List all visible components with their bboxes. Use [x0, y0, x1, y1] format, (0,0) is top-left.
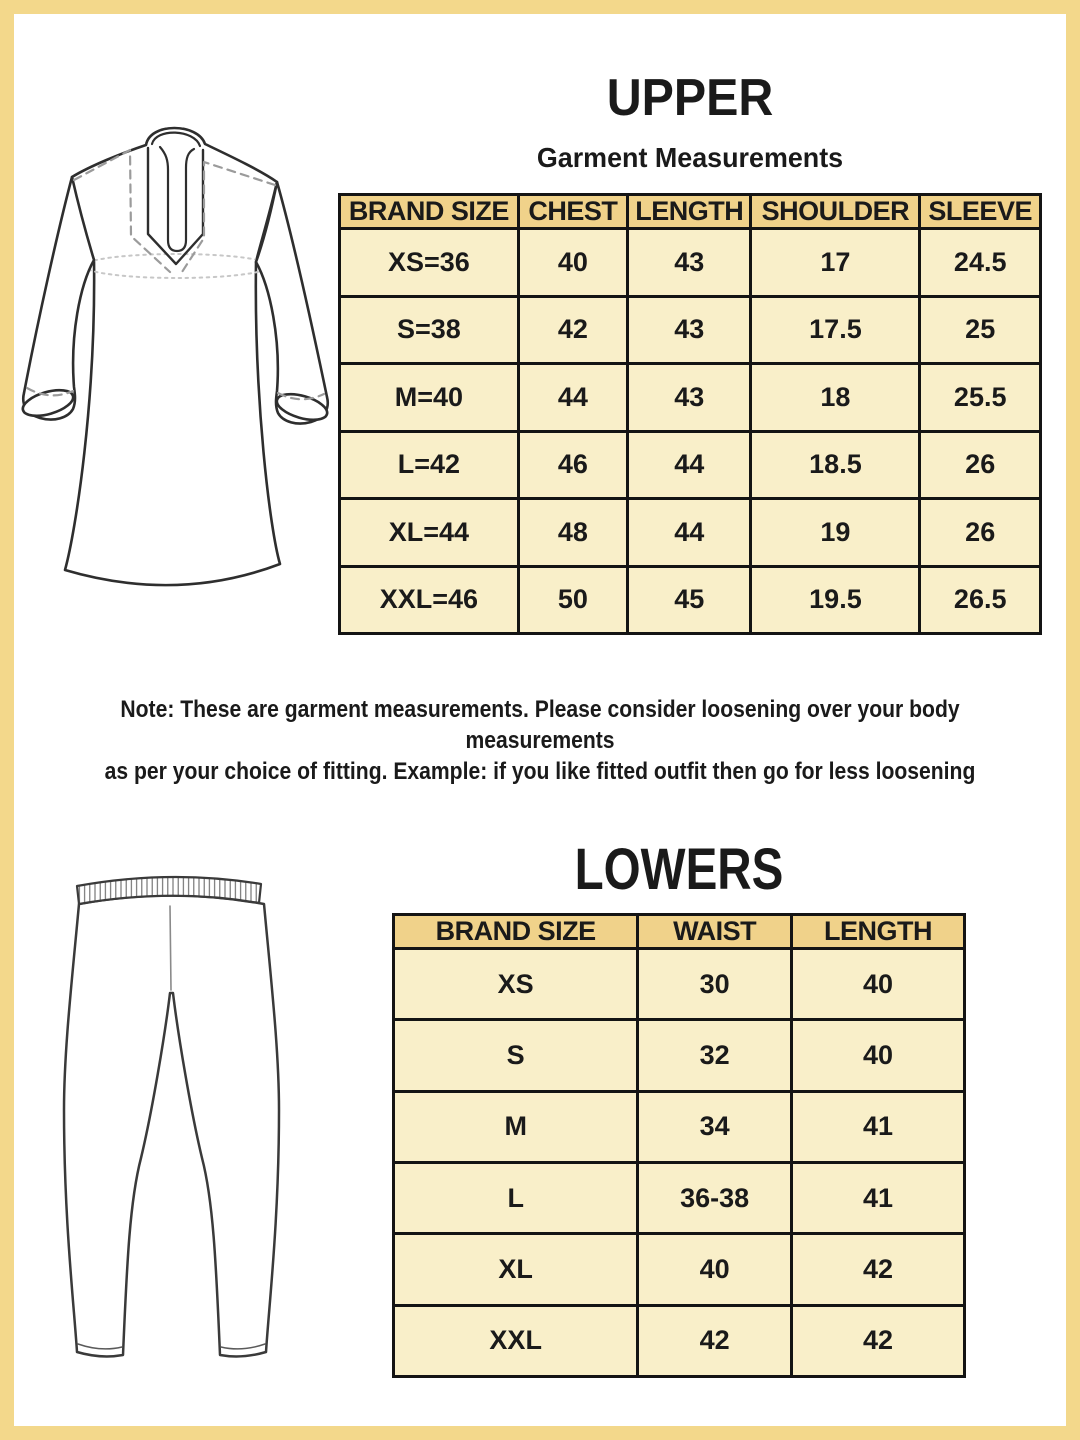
table-cell: L [394, 1162, 638, 1233]
table-cell: 40 [518, 229, 627, 297]
table-cell: 41 [791, 1162, 964, 1233]
note-line-2: as per your choice of fitting. Example: if you like fitted outfit then go for less loosening [104, 758, 976, 785]
table-cell: 36-38 [638, 1162, 792, 1233]
table-row [394, 1020, 965, 1091]
lowers-section-title: LOWERS [574, 837, 784, 902]
table-cell: XS [394, 949, 638, 1020]
lowers-table-header-row [394, 915, 965, 949]
table-cell: 48 [518, 499, 627, 567]
upper-table-header-row [340, 195, 1041, 229]
table-row [340, 566, 1041, 634]
table-cell: 18.5 [751, 431, 920, 499]
table-row [340, 431, 1041, 499]
table-cell: 18 [751, 364, 920, 432]
table-row [340, 499, 1041, 567]
table-row [340, 296, 1041, 364]
table-cell: 43 [628, 364, 751, 432]
table-cell: 40 [791, 949, 964, 1020]
column-header: LENGTH [791, 915, 964, 949]
table-cell: XXL [394, 1305, 638, 1376]
table-cell: 42 [638, 1305, 792, 1376]
table-cell: 26 [920, 431, 1041, 499]
table-row [394, 1091, 965, 1162]
table-cell: 17.5 [751, 296, 920, 364]
column-header: CHEST [518, 195, 627, 229]
column-header: WAIST [638, 915, 792, 949]
table-cell: 34 [638, 1091, 792, 1162]
pants-line-drawing [30, 860, 350, 1400]
table-cell: 40 [791, 1020, 964, 1091]
column-header: SLEEVE [920, 195, 1041, 229]
table-cell: 42 [791, 1234, 964, 1305]
table-cell: 19 [751, 499, 920, 567]
table-cell: 24.5 [920, 229, 1041, 297]
kurta-line-drawing [10, 100, 350, 660]
table-cell: 26.5 [920, 566, 1041, 634]
column-header: BRAND SIZE [394, 915, 638, 949]
table-cell: 19.5 [751, 566, 920, 634]
table-cell: M=40 [340, 364, 519, 432]
column-header: BRAND SIZE [340, 195, 519, 229]
table-row [340, 229, 1041, 297]
table-cell: XS=36 [340, 229, 519, 297]
table-row [394, 949, 965, 1020]
measurement-note [65, 694, 1015, 787]
table-cell: XL=44 [340, 499, 519, 567]
table-cell: 46 [518, 431, 627, 499]
table-cell: S [394, 1020, 638, 1091]
table-cell: 32 [638, 1020, 792, 1091]
table-cell: M [394, 1091, 638, 1162]
table-cell: 42 [791, 1305, 964, 1376]
table-cell: 30 [638, 949, 792, 1020]
table-cell: S=38 [340, 296, 519, 364]
upper-size-table [338, 193, 1042, 635]
table-cell: 44 [518, 364, 627, 432]
table-cell: L=42 [340, 431, 519, 499]
column-header: SHOULDER [751, 195, 920, 229]
table-cell: 45 [628, 566, 751, 634]
table-cell: 44 [628, 499, 751, 567]
table-cell: 50 [518, 566, 627, 634]
table-cell: 40 [638, 1234, 792, 1305]
table-row [394, 1305, 965, 1376]
table-cell: 43 [628, 229, 751, 297]
table-cell: 44 [628, 431, 751, 499]
table-row [394, 1234, 965, 1305]
table-cell: 25.5 [920, 364, 1041, 432]
table-row [394, 1162, 965, 1233]
table-cell: 25 [920, 296, 1041, 364]
upper-section-subtitle: Garment Measurements [536, 142, 844, 173]
table-cell: 42 [518, 296, 627, 364]
table-cell: XXL=46 [340, 566, 519, 634]
column-header: LENGTH [628, 195, 751, 229]
table-cell: 41 [791, 1091, 964, 1162]
upper-section-title: UPPER [606, 69, 774, 127]
lowers-size-table [392, 913, 966, 1378]
note-line-1: Note: These are garment measurements. Please consider loosening over your body measurements [120, 696, 960, 754]
table-cell: 26 [920, 499, 1041, 567]
table-cell: 43 [628, 296, 751, 364]
table-cell: 17 [751, 229, 920, 297]
table-row [340, 364, 1041, 432]
table-cell: XL [394, 1234, 638, 1305]
